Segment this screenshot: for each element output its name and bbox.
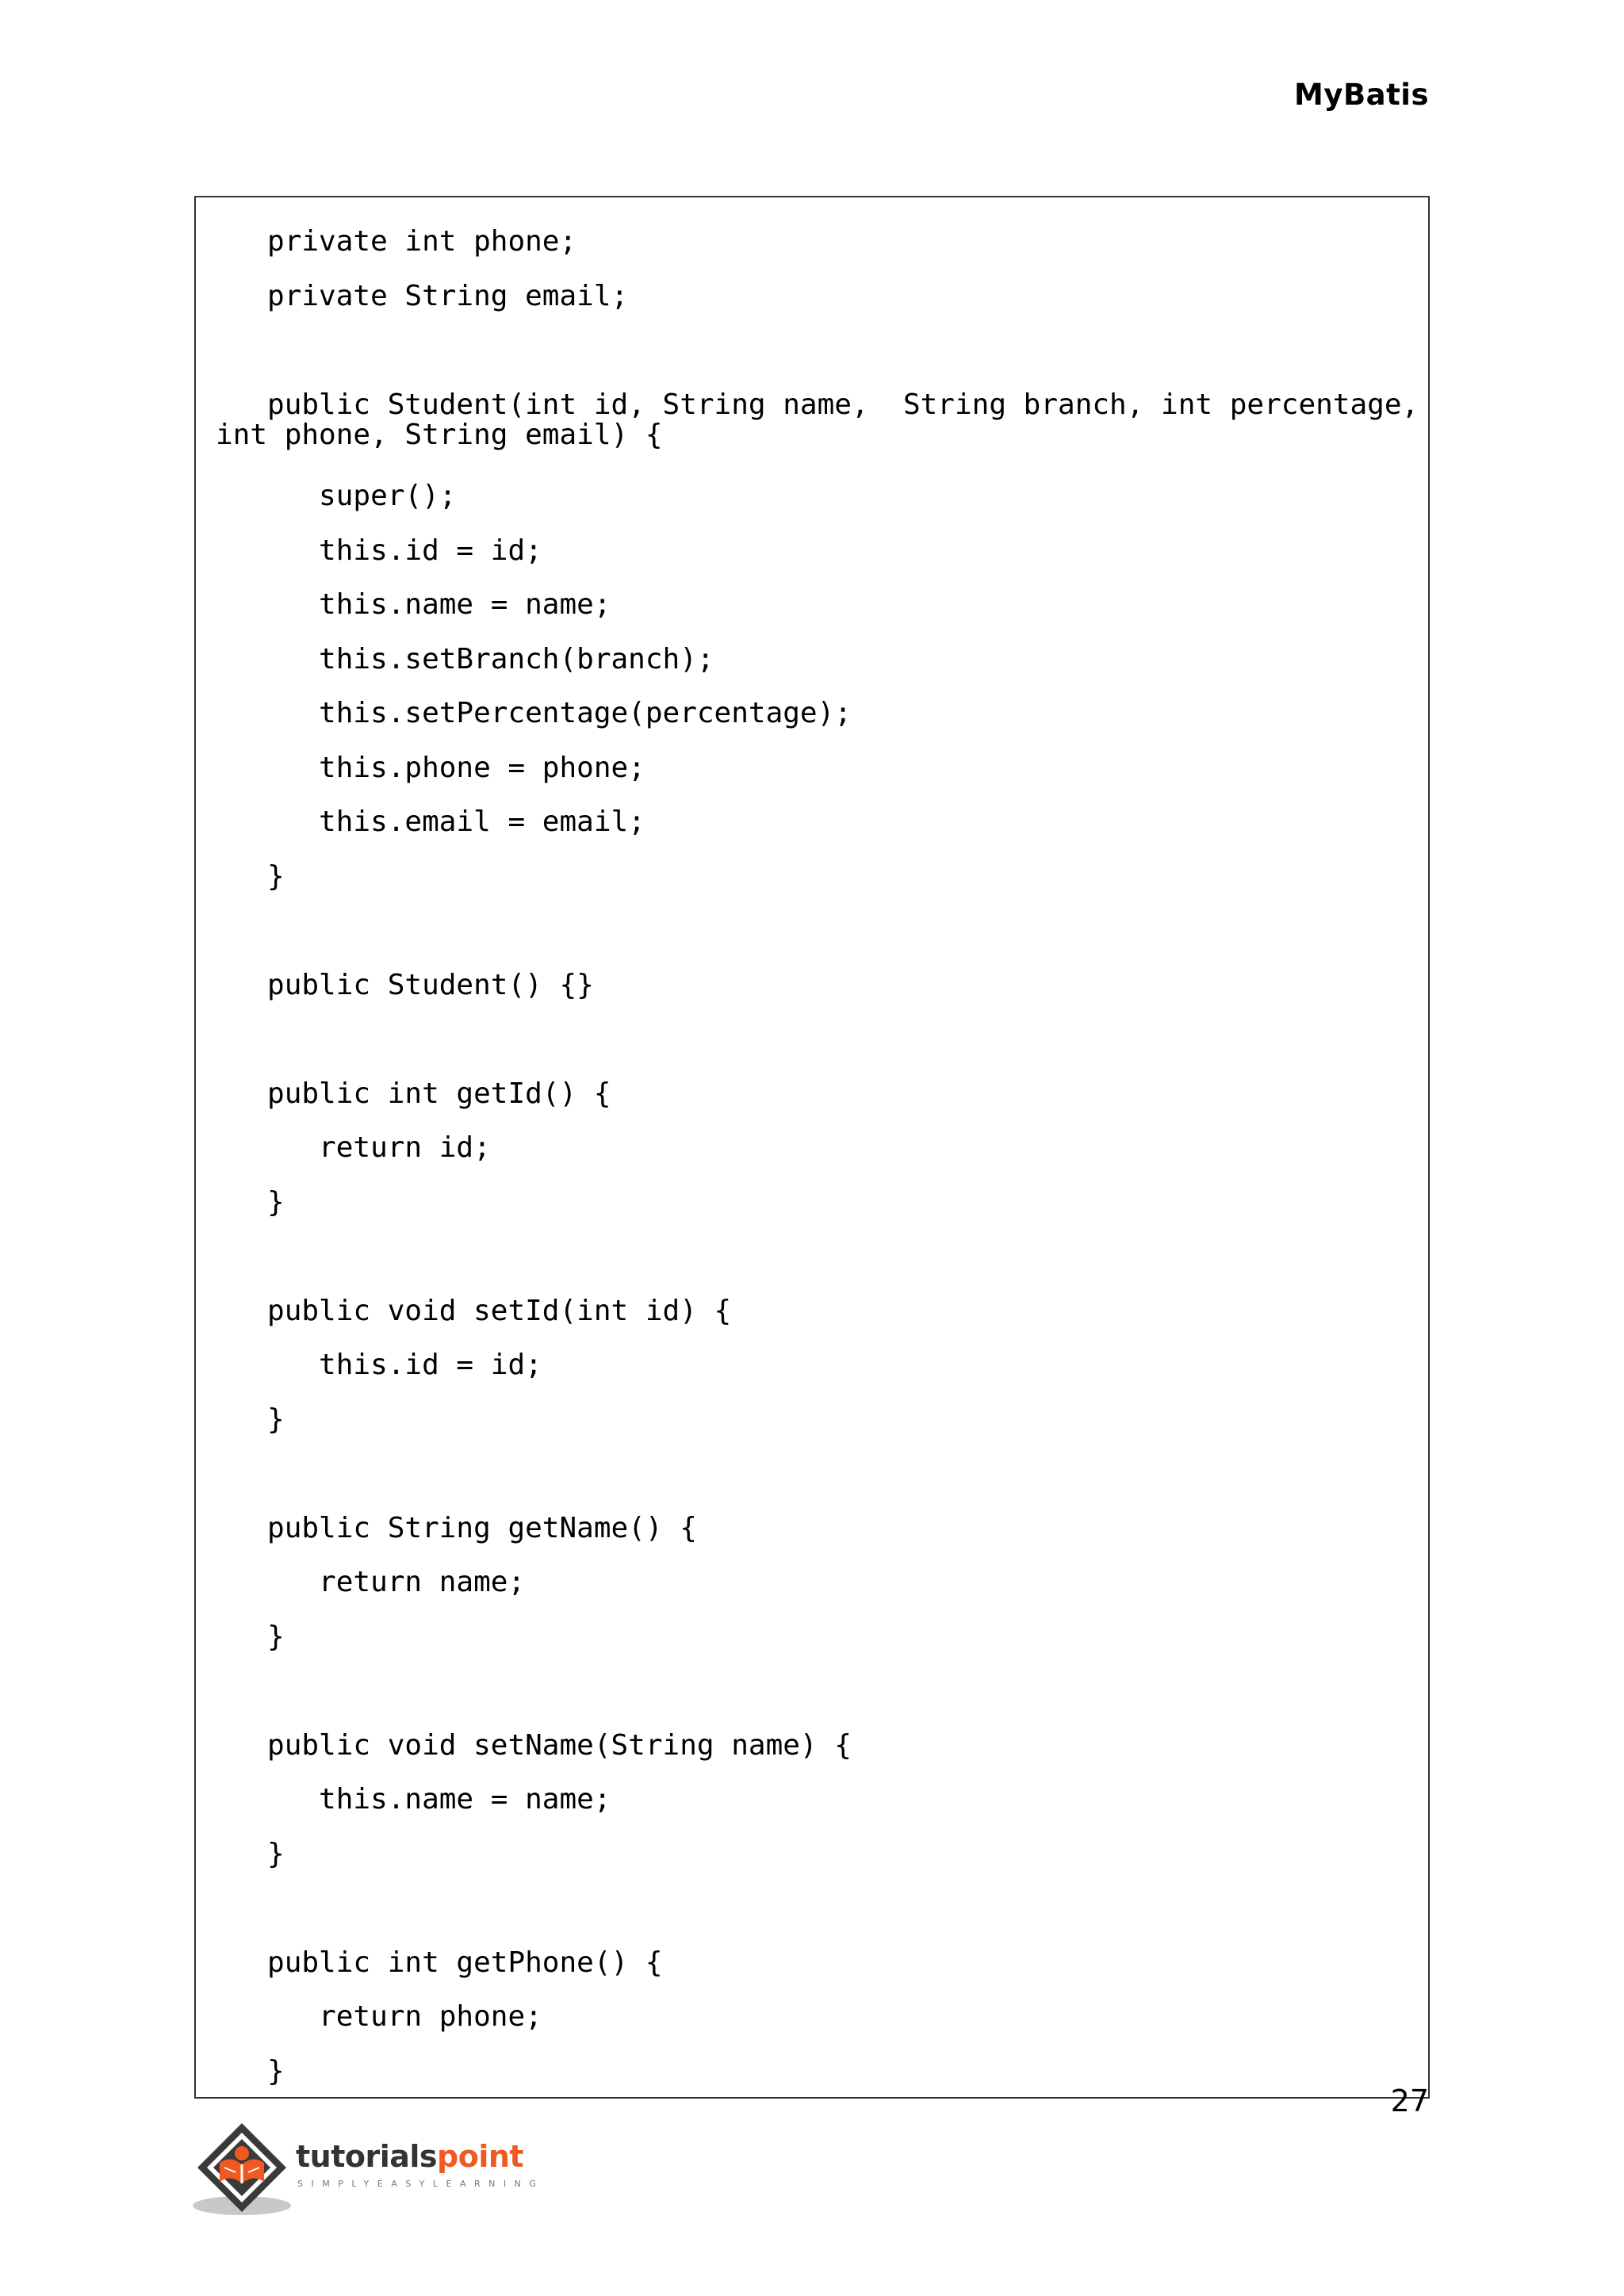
code-line — [216, 1881, 1412, 1936]
code-line: } — [216, 1837, 285, 1870]
code-line: this.email = email; — [216, 806, 645, 838]
code-line: return id; — [216, 1131, 491, 1164]
code-line: this.name = name; — [216, 1783, 611, 1816]
page-header-title: MyBatis — [1294, 78, 1429, 112]
code-line: } — [216, 1402, 285, 1436]
code-line: this.phone = phone; — [216, 751, 645, 784]
page-number: 27 — [1390, 2084, 1429, 2118]
code-line: } — [216, 1185, 285, 1219]
code-line: public int getPhone() { — [216, 1946, 663, 1979]
code-line: this.setPercentage(percentage); — [216, 697, 852, 729]
code-line — [216, 1447, 1412, 1502]
code-line: } — [216, 2054, 285, 2087]
code-line: return name; — [216, 1566, 526, 1598]
code-line: public void setName(String name) { — [216, 1728, 852, 1762]
code-line: } — [216, 1620, 285, 1653]
code-line: return phone; — [216, 2000, 542, 2033]
logo-word-point: point — [437, 2139, 524, 2174]
logo-word-tutorials: tutorials — [296, 2139, 438, 2174]
code-line — [216, 323, 1412, 378]
code-line: this.id = id; — [216, 534, 542, 567]
code-line: this.setBranch(branch); — [216, 642, 714, 675]
code-line: public String getName() { — [216, 1511, 697, 1544]
code-line: this.id = id; — [216, 1349, 542, 1381]
code-line: public Student() {} — [216, 968, 594, 1001]
code-line: this.name = name; — [216, 588, 611, 621]
code-lines — [216, 215, 1419, 2099]
code-line — [216, 904, 1412, 959]
code-line: public Student(int id, String name, String branch, int percentage, — [216, 388, 1419, 421]
code-line — [216, 1230, 1412, 1284]
code-line: private int phone; — [216, 225, 577, 258]
code-line — [216, 1012, 1412, 1067]
logo-tagline: SIMPLYEASYLEARNING — [297, 2179, 545, 2189]
code-line: } — [216, 859, 285, 893]
code-line: super(); — [216, 480, 457, 512]
code-line: int phone, String email) { — [216, 418, 663, 451]
tutorialspoint-logo — [193, 2117, 545, 2220]
logo-wordmark — [296, 2139, 523, 2174]
code-block — [194, 196, 1430, 2099]
code-line — [216, 1664, 1412, 1719]
code-line: private String email; — [216, 279, 629, 312]
tutorialspoint-emblem-icon — [193, 2117, 296, 2220]
code-line: public int getId() { — [216, 1077, 611, 1110]
code-line: public void setId(int id) { — [216, 1294, 732, 1327]
